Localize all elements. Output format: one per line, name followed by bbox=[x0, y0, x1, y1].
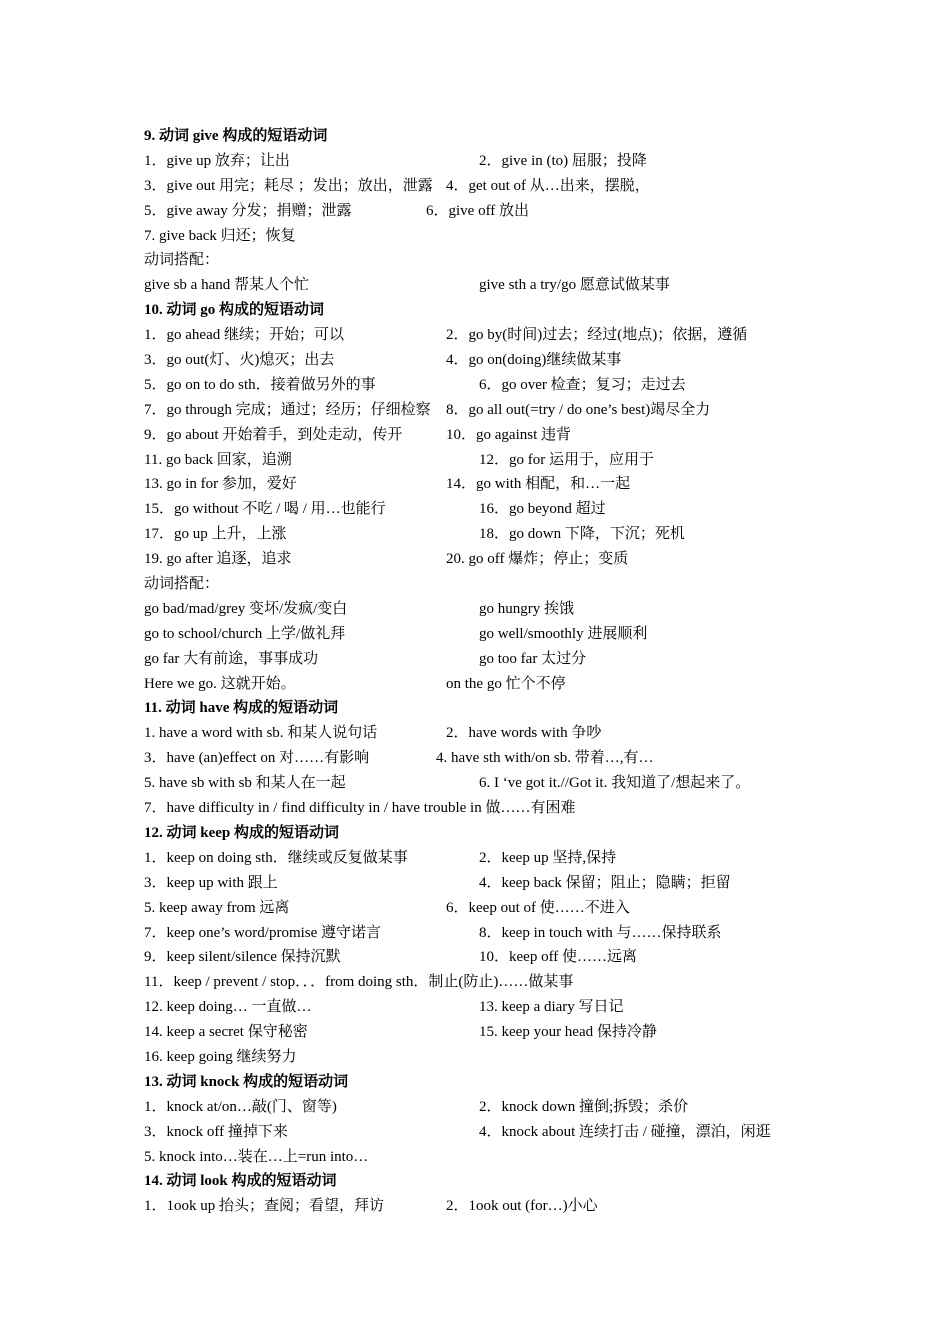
text-line bbox=[144, 647, 844, 672]
entry-right: 20. go off 爆炸；停止；变质 bbox=[446, 551, 629, 568]
text-line bbox=[144, 273, 844, 298]
section-heading bbox=[144, 1169, 844, 1194]
text-line bbox=[144, 448, 844, 473]
entry-left: 5. have sb with sb 和某人在一起 bbox=[144, 775, 346, 792]
entry-right: go too far 太过分 bbox=[479, 650, 587, 667]
document-body bbox=[144, 124, 844, 1219]
entry-left: 1．1ook up 抬头；查阅；看望，拜访 bbox=[144, 1198, 385, 1215]
entry-left: give sb a hand 帮某人个忙 bbox=[144, 277, 309, 294]
entry-left: 1．knock at/on…敲(门、窗等) bbox=[144, 1098, 337, 1115]
entry-right: give sth a try/go 愿意试做某事 bbox=[479, 277, 670, 294]
text-line bbox=[144, 622, 844, 647]
heading-text: 12. 动词 keep 构成的短语动词 bbox=[144, 824, 340, 841]
text-line bbox=[144, 970, 844, 995]
section-heading bbox=[144, 298, 844, 323]
entry-right: 4．go on(doing)继续做某事 bbox=[446, 352, 622, 369]
entry-left: 5．give away 分发；捐赠；泄露 bbox=[144, 202, 352, 219]
entry-left: 11. go back 回家，追溯 bbox=[144, 451, 292, 468]
text-line bbox=[144, 323, 844, 348]
entry-left: 12. keep doing… 一直做… bbox=[144, 999, 312, 1016]
entry-left: 3．have (an)effect on 对……有影响 bbox=[144, 750, 370, 767]
text-line bbox=[144, 1095, 844, 1120]
entry-right: 16．go beyond 超过 bbox=[479, 501, 606, 518]
entry-right: 2．have words with 争吵 bbox=[446, 725, 602, 742]
text-line bbox=[144, 721, 844, 746]
text-line bbox=[144, 597, 844, 622]
entry-left: 13. go in for 参加，爱好 bbox=[144, 476, 297, 493]
entry-right: go well/smoothly 进展顺利 bbox=[479, 625, 648, 642]
entry-left: go far 大有前途，事事成功 bbox=[144, 650, 319, 667]
entry-left: 15．go without 不吃 / 喝 / 用…也能行 bbox=[144, 501, 386, 518]
entry-right: 4．keep back 保留；阻止；隐瞒；拒留 bbox=[479, 874, 731, 891]
entry-left: 11．keep / prevent / stop．．．from doing sth．制止(防止)……做某事 bbox=[144, 974, 574, 991]
entry-right: 4. have sth with/on sb. 带着…,有… bbox=[436, 750, 654, 767]
entry-right: 8．go all out(=try / do one’s best)竭尽全力 bbox=[446, 401, 711, 418]
text-line bbox=[144, 248, 844, 273]
text-line bbox=[144, 945, 844, 970]
entry-right: 15. keep your head 保持冷静 bbox=[479, 1024, 657, 1041]
entry-right: on the go 忙个不停 bbox=[446, 675, 566, 692]
heading-text: 11. 动词 have 构成的短语动词 bbox=[144, 700, 339, 717]
text-line bbox=[144, 348, 844, 373]
text-line bbox=[144, 846, 844, 871]
text-line bbox=[144, 771, 844, 796]
entry-right: 14．go with 相配，和…一起 bbox=[446, 476, 631, 493]
text-line bbox=[144, 423, 844, 448]
entry-right: 6. I ‘ve got it.//Got it. 我知道了/想起来了。 bbox=[479, 775, 751, 792]
heading-text: 13. 动词 knock 构成的短语动词 bbox=[144, 1073, 349, 1090]
entry-right: 2．keep up 坚持,保持 bbox=[479, 849, 617, 866]
entry-right: 6．give off 放出 bbox=[426, 202, 530, 219]
text-line bbox=[144, 1120, 844, 1145]
entry-left: 9．go about 开始着手，到处走动，传开 bbox=[144, 426, 403, 443]
section-heading bbox=[144, 821, 844, 846]
entry-left: 7. give back 归还；恢复 bbox=[144, 227, 296, 244]
entry-right: 2．go by(时间)过去；经过(地点)；依据，遵循 bbox=[446, 327, 748, 344]
entry-right: 8．keep in touch with 与……保持联系 bbox=[479, 924, 722, 941]
entry-right: 18．go down 下降，下沉；死机 bbox=[479, 526, 685, 543]
entry-left: 动词搭配： bbox=[144, 576, 220, 593]
text-line bbox=[144, 995, 844, 1020]
entry-left: 5．go on to do sth．接着做另外的事 bbox=[144, 376, 376, 393]
heading-text: 9. 动词 give 构成的短语动词 bbox=[144, 128, 328, 144]
entry-left: 5. keep away from 远离 bbox=[144, 899, 290, 916]
entry-right: 2．give in (to) 屈服；投降 bbox=[479, 152, 647, 169]
entry-left: 3．go out(灯、火)熄灭；出去 bbox=[144, 352, 335, 369]
section-heading bbox=[144, 696, 844, 721]
text-line bbox=[144, 174, 844, 199]
entry-right: 2．knock down 撞倒;拆毁；杀价 bbox=[479, 1098, 689, 1115]
entry-left: 3．keep up with 跟上 bbox=[144, 874, 278, 891]
entry-right: 4．get out of 从…出来，摆脱， bbox=[446, 177, 650, 194]
entry-left: go bad/mad/grey 变坏/发疯/变白 bbox=[144, 600, 348, 617]
entry-left: 9．keep silent/silence 保持沉默 bbox=[144, 949, 341, 966]
text-line bbox=[144, 871, 844, 896]
entry-right: 2．1ook out (for…)小心 bbox=[446, 1198, 598, 1215]
text-line bbox=[144, 1145, 844, 1170]
section-heading bbox=[144, 1070, 844, 1095]
text-line bbox=[144, 672, 844, 697]
entry-left: 16. keep going 继续努力 bbox=[144, 1048, 297, 1065]
text-line bbox=[144, 1045, 844, 1070]
text-line bbox=[144, 224, 844, 249]
entry-left: 7．keep one’s word/promise 遵守诺言 bbox=[144, 924, 382, 941]
entry-right: 6．keep out of 使……不进入 bbox=[446, 899, 630, 916]
text-line bbox=[144, 572, 844, 597]
entry-right: 10．go against 违背 bbox=[446, 426, 571, 443]
entry-left: 17．go up 上升，上涨 bbox=[144, 526, 287, 543]
entry-left: 3．knock off 撞掉下来 bbox=[144, 1123, 288, 1140]
entry-left: 1．give up 放弃；让出 bbox=[144, 152, 290, 169]
entry-left: 1．go ahead 继续；开始；可以 bbox=[144, 327, 344, 344]
entry-left: Here we go. 这就开始。 bbox=[144, 675, 296, 692]
text-line bbox=[144, 896, 844, 921]
entry-right: 10．keep off 使……远离 bbox=[479, 949, 638, 966]
text-line bbox=[144, 921, 844, 946]
text-line bbox=[144, 796, 844, 821]
text-line bbox=[144, 497, 844, 522]
entry-right: go hungry 挨饿 bbox=[479, 600, 574, 617]
entry-right: 13. keep a diary 写日记 bbox=[479, 999, 624, 1016]
entry-right: 6．go over 检查；复习；走过去 bbox=[479, 376, 686, 393]
text-line bbox=[144, 398, 844, 423]
text-line bbox=[144, 149, 844, 174]
heading-text: 10. 动词 go 构成的短语动词 bbox=[144, 302, 325, 319]
entry-right: 4．knock about 连续打击 / 碰撞，漂泊，闲逛 bbox=[479, 1123, 771, 1140]
section-heading bbox=[144, 124, 844, 149]
text-line bbox=[144, 746, 844, 771]
entry-left: 14. keep a secret 保守秘密 bbox=[144, 1024, 308, 1041]
text-line bbox=[144, 522, 844, 547]
entry-left: 1．keep on doing sth．继续或反复做某事 bbox=[144, 849, 408, 866]
entry-left: 7．go through 完成；通过；经历；仔细检察 bbox=[144, 401, 431, 418]
entry-right: 12．go for 运用于，应用于 bbox=[479, 451, 654, 468]
text-line bbox=[144, 1020, 844, 1045]
text-line bbox=[144, 199, 844, 224]
entry-left: 动词搭配： bbox=[144, 252, 220, 269]
text-line bbox=[144, 1194, 844, 1219]
entry-left: 19. go after 追逐，追求 bbox=[144, 551, 292, 568]
entry-left: go to school/church 上学/做礼拜 bbox=[144, 625, 346, 642]
text-line bbox=[144, 472, 844, 497]
entry-left: 3．give out 用完；耗尽 ；发出；放出，泄露 bbox=[144, 177, 433, 194]
text-line bbox=[144, 547, 844, 572]
text-line bbox=[144, 373, 844, 398]
entry-left: 7．have difficulty in / find difficulty in / have trouble in 做……有困难 bbox=[144, 800, 576, 817]
entry-left: 5. knock into…装在…上=run into… bbox=[144, 1148, 369, 1165]
entry-left: 1. have a word with sb. 和某人说句话 bbox=[144, 725, 378, 742]
heading-text: 14. 动词 look 构成的短语动词 bbox=[144, 1173, 337, 1190]
